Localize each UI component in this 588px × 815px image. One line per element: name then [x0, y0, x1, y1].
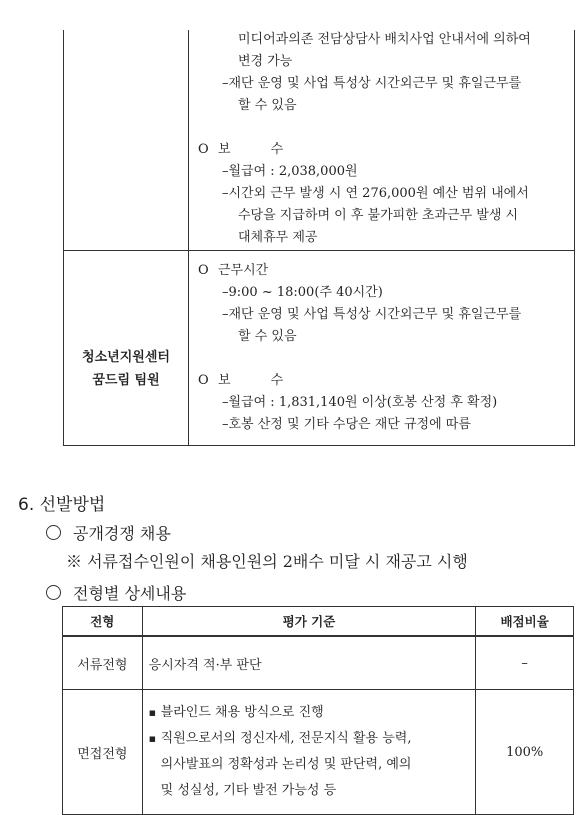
text-line: –월급여 : 1,831,140원 이상(호봉 산정 후 확정) — [222, 395, 498, 410]
org-name-line2: 꿈드림 팀원 — [92, 373, 160, 388]
table-divider-horizontal — [64, 250, 574, 251]
criteria-bullet: ▪ 직원으로서의 정신자세, 전문지식 활용 능력, — [149, 726, 475, 752]
selection-item-open — [46, 521, 171, 544]
pay-heading — [196, 370, 568, 392]
criteria-bullet-cont: 및 성실성, 기타 발전 가능성 등 — [160, 783, 337, 798]
hours-heading — [196, 260, 568, 282]
section-title: 6. 선발방법 — [18, 495, 106, 515]
stage-cell: 서류전형 — [63, 636, 143, 690]
circle-bullet-icon — [46, 585, 61, 600]
selection-item-label: 전형별 상세내용 — [73, 584, 187, 603]
ratio-cell: – — [476, 636, 574, 690]
text-line: –9:00 ~ 18:00(주 40시간) — [222, 285, 383, 300]
circle-marker: O — [198, 142, 209, 157]
criteria-bullet: ▪ 블라인드 채용 방식으로 진행 — [149, 700, 475, 726]
text-line: –월급여 : 2,038,000원 — [222, 164, 358, 179]
selection-item-label: 공개경쟁 채용 — [73, 524, 171, 543]
circle-bullet-icon — [46, 525, 61, 540]
hours-heading-text: 근무시간 — [218, 263, 269, 278]
header-criteria: 평가 기준 — [142, 607, 476, 637]
ratio-cell: 100% — [476, 690, 574, 815]
criteria-cell: 응시자격 적·부 판단 — [142, 636, 476, 690]
table-header-row — [63, 607, 574, 637]
circle-marker: O — [198, 373, 209, 388]
criteria-cell — [142, 690, 476, 815]
pay-heading-a: 보 — [218, 373, 231, 388]
pay-heading — [196, 139, 568, 161]
header-ratio: 배점비율 — [476, 607, 574, 637]
circle-marker: O — [198, 263, 209, 278]
row2-content — [196, 260, 568, 436]
stage-cell: 면접전형 — [63, 690, 143, 815]
text-line: –시간외 근무 발생 시 연 276,000원 예산 범위 내에서 — [222, 186, 529, 201]
reannouncement-note: ※ 서류접수인원이 채용인원의 2배수 미달 시 재공고 시행 — [66, 552, 468, 571]
pay-heading-b: 수 — [270, 142, 284, 157]
text-line: 할 수 있음 — [238, 98, 297, 113]
table-divider-vertical — [188, 30, 189, 445]
criteria-bullet-cont: 의사발표의 정확성과 논리성 및 판단력, 예의 — [160, 757, 412, 772]
selection-item-detail — [46, 581, 186, 604]
text-line: 대체휴무 제공 — [238, 230, 318, 245]
header-stage: 전형 — [63, 607, 143, 637]
text-line: 할 수 있음 — [238, 329, 297, 344]
text-line: –재단 운영 및 사업 특성상 시간외근무 및 휴일근무를 — [222, 307, 522, 322]
text-line: 미디어과의존 전담상담사 배치사업 안내서에 의하여 — [238, 32, 531, 47]
pay-heading-a: 보 — [218, 142, 231, 157]
row1-content — [196, 29, 568, 249]
text-line: –호봉 산정 및 기타 수당은 재단 규정에 따름 — [222, 417, 471, 432]
evaluation-table — [62, 606, 574, 815]
text-line: 변경 가능 — [238, 54, 293, 69]
text-line: –재단 운영 및 사업 특성상 시간외근무 및 휴일근무를 — [222, 76, 522, 91]
table-row — [63, 636, 574, 690]
text-line: 수당을 지급하며 이 후 불가피한 초과근무 발생 시 — [238, 208, 519, 223]
org-name-line1: 청소년지원센터 — [82, 350, 170, 365]
table-row — [63, 690, 574, 815]
job-conditions-table — [63, 30, 575, 446]
org-name-cell — [64, 346, 188, 392]
pay-heading-b: 수 — [270, 373, 284, 388]
